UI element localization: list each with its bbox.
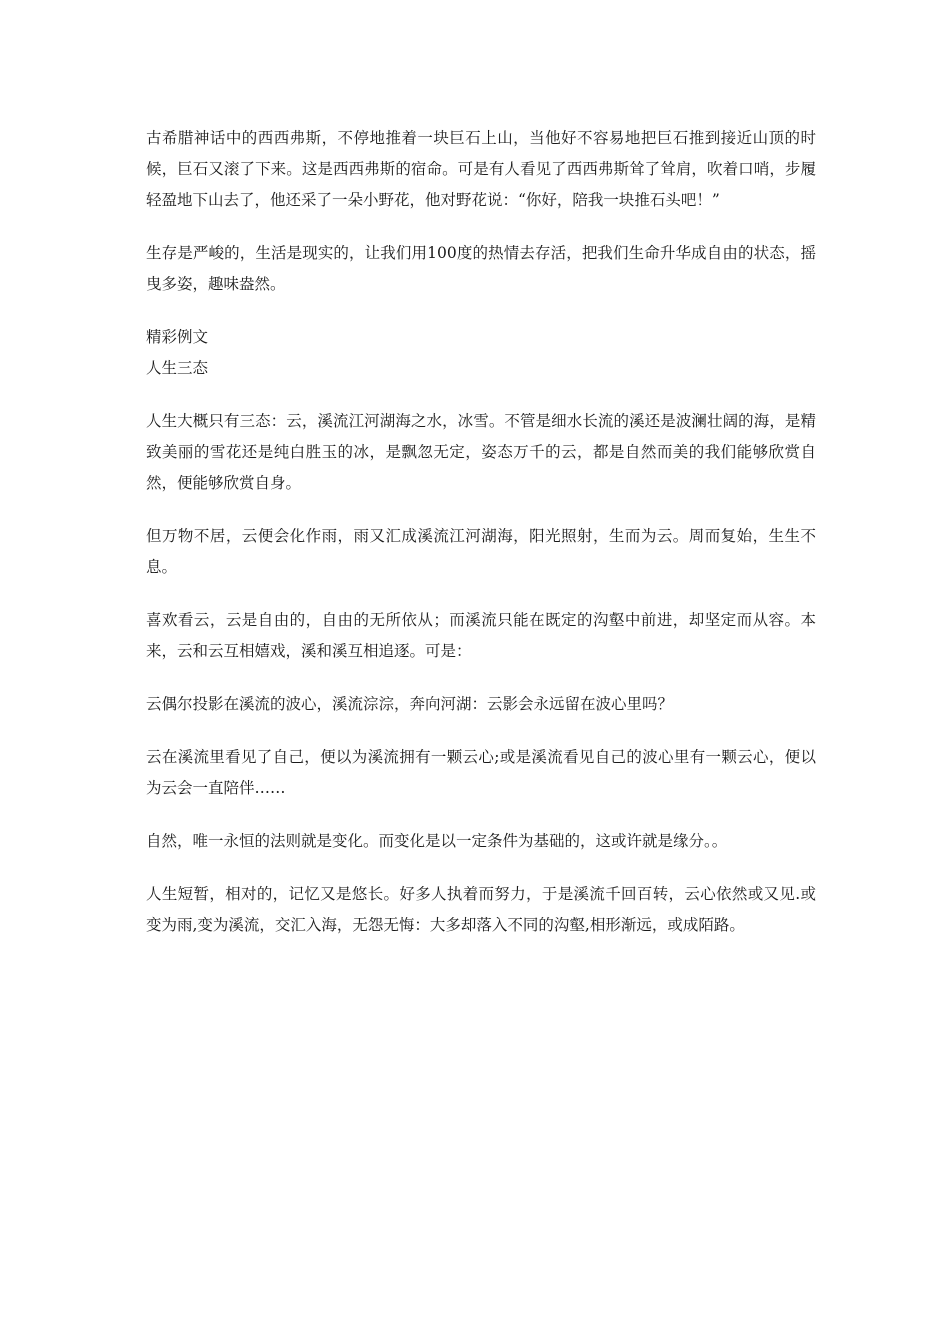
essay-paragraph: 云偶尔投影在溪流的波心，溪流淙淙，奔向河湖：云影会永远留在波心里吗？ (146, 695, 674, 713)
essay-header (146, 322, 816, 384)
essay-paragraph: 人生大概只有三态：云，溪流江河湖海之水，冰雪。不管是细水长流的溪还是波澜壮阔的海，是精致美丽的雪花还是纯白胜玉的冰，是飘忽无定，姿态万千的云，都是自然而美的我们能够欣赏自然，便能够欣赏自身。 (146, 412, 816, 492)
document-body (146, 123, 816, 963)
essay-paragraph: 云在溪流里看见了自己，便以为溪流拥有一颗云心;或是溪流看见自己的波心里有一颗云心，便以为云会一直陪伴…… (146, 748, 816, 797)
intro-paragraph-life: 生存是严峻的，生活是现实的，让我们用100度的热情去存活，把我们生命升华成自由的状态，摇曳多姿，趣味盎然。 (146, 244, 816, 293)
essay-paragraph: 但万物不居，云便会化作雨，雨又汇成溪流江河湖海，阳光照射，生而为云。周而复始，生生不息。 (146, 527, 816, 576)
essay-paragraph: 喜欢看云，云是自由的，自由的无所依从；而溪流只能在既定的沟壑中前进，却坚定而从容。本来，云和云互相嬉戏，溪和溪互相追逐。可是： (146, 611, 816, 660)
essay-paragraph: 自然，唯一永恒的法则就是变化。而变化是以一定条件为基础的，这或许就是缘分。。 (146, 832, 728, 850)
essay-paragraph: 人生短暂，相对的，记忆又是悠长。好多人执着而努力，于是溪流千回百转，云心依然或又见.或变为雨,变为溪流，交汇入海，无怨无悔：大多却落入不同的沟壑,相形渐远，或成陌路。 (146, 885, 816, 934)
intro-paragraph-sisyphus: 古希腊神话中的西西弗斯，不停地推着一块巨石上山，当他好不容易地把巨石推到接近山顶的时候，巨石又滚了下来。这是西西弗斯的宿命。可是有人看见了西西弗斯耸了耸肩，吹着口哨，步履轻盈地下山去了，他还采了一朵小野花，他对野花说：“你好，陪我一块推石头吧！” (146, 129, 816, 209)
essay-title: 人生三态 (146, 359, 209, 377)
section-label: 精彩例文 (146, 328, 209, 346)
